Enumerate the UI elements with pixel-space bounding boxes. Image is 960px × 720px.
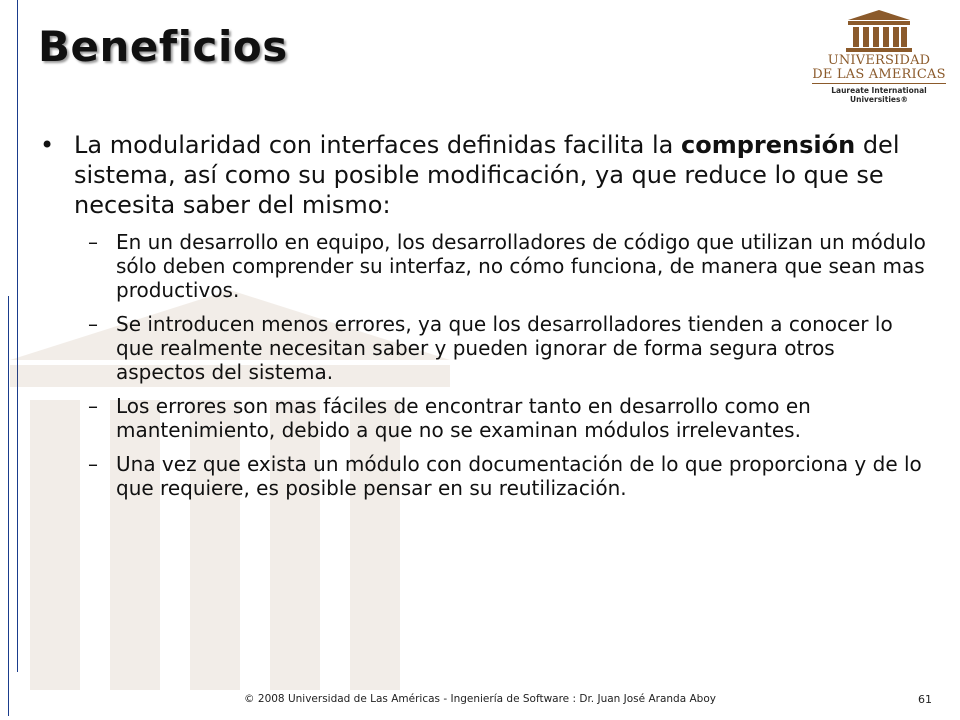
- logo-line-3: Laureate International Universities®: [831, 86, 927, 104]
- page-number: 61: [918, 693, 932, 706]
- bullet-icon: •: [40, 131, 55, 159]
- sub-bullet-item: [74, 312, 930, 384]
- dash-icon: –: [88, 230, 98, 254]
- sub-bullet-text: Una vez que exista un módulo con documentación de lo que proporciona y de lo que requiere, es posible pensar en su reutilización.: [116, 452, 922, 500]
- bullet-text-bold: comprensión: [681, 131, 856, 159]
- sub-bullet-text: Los errores son mas fáciles de encontrar tanto en desarrollo como en mantenimiento, debido a que no se examinan módulos irrelevantes.: [116, 394, 811, 442]
- slide-content: [40, 130, 930, 510]
- slide-title: Beneficios: [38, 22, 288, 71]
- bullet-text-after: del sistema, así como su posible modificación, ya que reduce lo que se necesita saber del mismo:: [74, 131, 900, 219]
- dash-icon: –: [88, 452, 98, 476]
- sub-bullet-item: [74, 452, 930, 500]
- building-logo-icon: [808, 8, 950, 54]
- dash-icon: –: [88, 312, 98, 336]
- university-logo: [808, 8, 950, 104]
- sub-bullet-text: Se introducen menos errores, ya que los desarrolladores tienden a conocer lo que realmente necesitan saber y pueden ignorar de forma segura otros aspectos del sistema.: [116, 312, 893, 384]
- sub-bullet-text: En un desarrollo en equipo, los desarrolladores de código que utilizan un módulo sólo deben comprender su interfaz, no cómo funciona, de manera que sean mas productivos.: [116, 230, 926, 302]
- logo-line-2: DE LAS AMERICAS: [812, 67, 946, 82]
- sub-bullet-item: [74, 230, 930, 302]
- slide-footer: © 2008 Universidad de Las Américas - Ingeniería de Software : Dr. Juan José Aranda Aboy: [244, 693, 716, 705]
- bullet-text-before: La modularidad con interfaces definidas facilita la: [74, 131, 681, 159]
- logo-divider: [812, 83, 946, 84]
- main-bullet: [40, 130, 930, 220]
- logo-line-1: UNIVERSIDAD: [827, 53, 931, 68]
- sub-bullet-list: [40, 230, 930, 500]
- sub-bullet-item: [74, 394, 930, 442]
- dash-icon: –: [88, 394, 98, 418]
